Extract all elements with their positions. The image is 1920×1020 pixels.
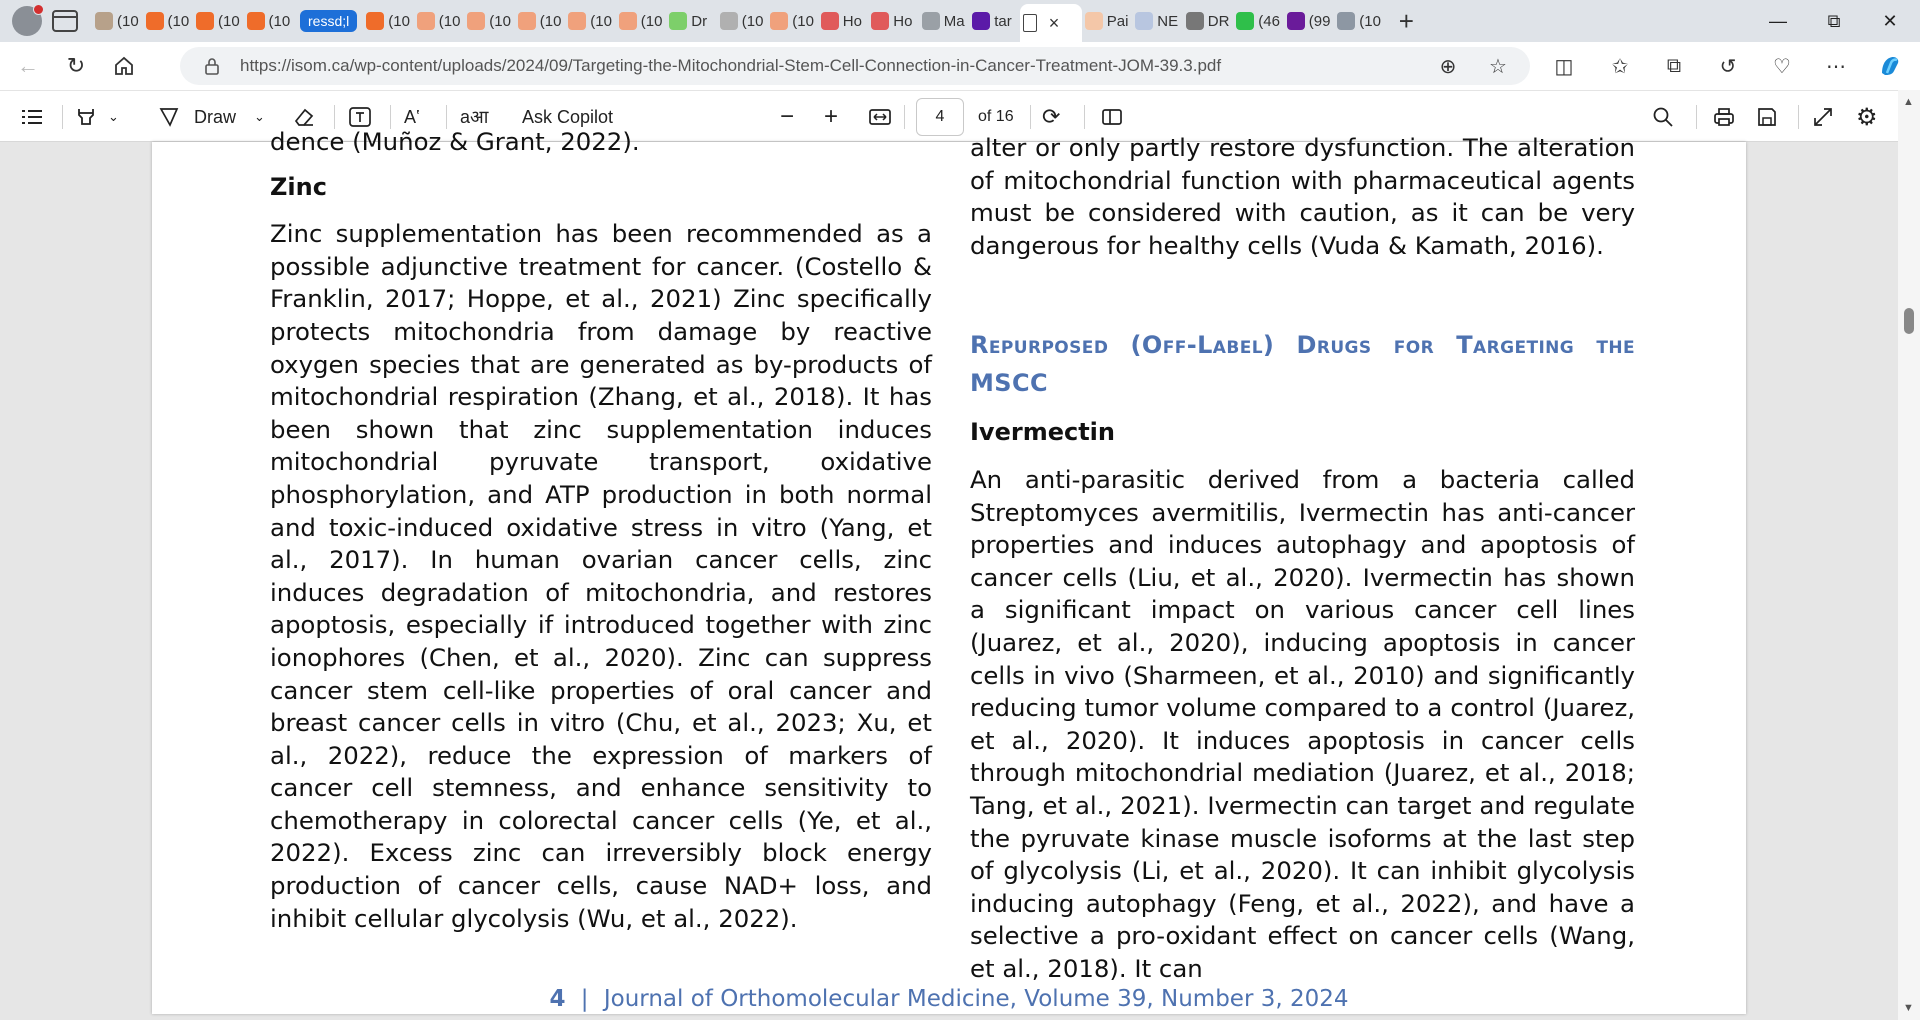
tab-label: DR [1207, 12, 1230, 30]
tab-label: Dr [691, 12, 708, 30]
favorites-icon[interactable]: ✩ [1611, 55, 1629, 78]
browser-tab[interactable] [515, 4, 566, 38]
print-button[interactable] [1712, 91, 1736, 143]
browser-tab[interactable] [565, 4, 616, 38]
more-menu-icon[interactable]: ⋯ [1826, 55, 1846, 78]
favicon-icon [922, 12, 940, 30]
tab-label: (10 [640, 12, 663, 30]
favicon-icon [1023, 14, 1037, 32]
draw-button[interactable] [158, 91, 265, 143]
tab-label: (10 [117, 12, 139, 30]
favicon-icon [1085, 12, 1103, 30]
browser-tab[interactable] [919, 4, 970, 38]
favicon-icon [417, 12, 435, 30]
tab-label: (10 [218, 12, 240, 30]
tab-strip [0, 0, 1920, 42]
tab-label: ressd;l [300, 10, 357, 32]
scroll-thumb[interactable] [1904, 308, 1914, 334]
favicon-icon [1186, 12, 1204, 30]
favorite-star-icon[interactable]: ☆ [1489, 55, 1507, 78]
history-icon[interactable]: ↺ [1719, 55, 1737, 78]
split-screen-icon[interactable]: ◫ [1554, 55, 1574, 78]
favicon-icon [95, 12, 113, 30]
tab-label: (10 [741, 12, 764, 30]
close-window-icon[interactable]: ✕ [1882, 10, 1898, 31]
footer-journal: Journal of Orthomolecular Medicine, Volume 39, Number 3, 2024 [603, 986, 1349, 1012]
print-icon [1712, 106, 1736, 128]
fullscreen-button[interactable] [1812, 91, 1834, 143]
browser-tab[interactable] [1233, 4, 1284, 38]
zoom-icon[interactable]: ⊕ [1439, 55, 1457, 78]
ivermectin-paragraph: An anti-parasitic derived from a bacteria called Streptomyces avermitilis, Ivermectin has anti-cancer properties and induces autophagy and apoptosis of cancer cells (Liu, et al., 2020). Ivermectin has shown a significant impact on various cancer cell lines (Juarez, et al., 2020), inducing apoptosis in cancer cells in vivo (Sharmeen, et al., 2010) and significantly reducing tumor volume compared to a control (Juarez, et al., 2020). It induces apoptosis in cancer cells through mitochondrial mediation (Juarez, et al., 2018; Tang, et al., 2021). Ivermectin can target and regulate the pyruvate kinase muscle isoforms at the last step of glycolysis (Li, et al., 2020). It can inhibit glycolysis inducing autophagy (Feng, et al., 2022), and have a selective a pro-oxidant effect on cancer cells (Wang, et al., 2018). It can [970, 464, 1635, 983]
chevron-down-icon[interactable]: ⌄ [254, 109, 265, 124]
favicon-icon [720, 12, 738, 30]
browser-tab[interactable] [294, 4, 363, 38]
tab-label: NE [1157, 12, 1179, 30]
page-total-label: of 16 [978, 108, 1014, 125]
browser-tab[interactable] [1284, 4, 1335, 38]
lock-icon[interactable] [204, 56, 220, 76]
vertical-scrollbar[interactable] [1898, 90, 1920, 1020]
tab-label: tar [994, 12, 1012, 30]
browser-tab[interactable] [193, 4, 244, 38]
tab-label: Ho [893, 12, 913, 30]
tab-label: (10 [792, 12, 814, 30]
copilot-icon[interactable] [1870, 46, 1910, 86]
zinc-heading: Zinc [270, 172, 327, 201]
left-column [270, 126, 932, 935]
tab-label: Ma [943, 12, 965, 30]
highlight-button[interactable] [74, 91, 119, 143]
gear-icon: ⚙ [1856, 103, 1878, 131]
scroll-down-icon[interactable]: ▼ [1903, 1002, 1914, 1014]
zinc-paragraph: Zinc supplementation has been recommended as a possible adjunctive treatment for cancer. (Costello & Franklin, 2017; Hoppe, et al., 2021) Zinc specifically protects mitochondria from damage by reactive oxygen species that are generated as by-products of mitochondrial respiration (Zhang, et al., 2018). It has been shown that zinc supplementation induces mitochondrial pyruvate transport, oxidative phosphorylation, and ATP production in both normal and toxic-induced oxidative stress in vitro (Yang, et al., 2017). In human ovarian cancer cells, zinc induces degradation of mitochondria, and restores apoptosis, especially if introduced together with zinc ionophores (Chen, et al., 2020). Zinc can suppress cancer stem cell-like properties of oral cancer and breast cancer cells in vitro (Chu, et al., 2023; Xu, et al., 2022), reduce the expression of markers of cancer cell stemness, and enhance sensitivity to chemotherapy in colorectal cancer cells (Ye, et al., 2022). Excess zinc can irreversibly block energy production of cancer cells, cause NAD+ loss, and inhibit cellular glycolysis (Wu, et al., 2022). [270, 219, 932, 933]
tab-label: (10 [438, 12, 461, 30]
tab-label: (46 [1258, 12, 1280, 30]
tab-label: (10 [167, 12, 190, 30]
favicon-icon [366, 12, 384, 30]
scroll-up-icon[interactable]: ▲ [1903, 96, 1914, 108]
right-column [970, 132, 1635, 985]
favicon-icon [196, 12, 214, 30]
browser-tab[interactable] [1334, 4, 1385, 38]
favicon-icon [518, 12, 536, 30]
ivermectin-heading: Ivermectin [970, 418, 1115, 447]
pdf-viewer[interactable] [0, 127, 1920, 1020]
favicon-icon [1236, 12, 1254, 30]
favicon-icon [972, 12, 990, 30]
tab-label: (10 [388, 12, 410, 30]
section-heading: Repurposed (Off-Label) Drugs for Targeting the MSCC [970, 331, 1635, 398]
favicon-icon [247, 12, 265, 30]
home-button[interactable] [104, 46, 144, 86]
browser-tab[interactable] [1082, 4, 1133, 38]
favicon-icon [1135, 12, 1153, 30]
ask-copilot-label: Ask Copilot [522, 106, 614, 127]
tab-label: Ho [842, 12, 862, 30]
page-footer [152, 986, 1746, 1012]
left-top-fragment: dence (Muñoz & Grant, 2022). [270, 127, 640, 156]
read-aloud-icon: A‛ [404, 106, 421, 127]
home-icon [113, 55, 135, 77]
browser-tab[interactable] [244, 4, 295, 38]
save-button[interactable] [1756, 91, 1778, 143]
browser-tab[interactable] [92, 4, 143, 38]
tab-label: Pai [1106, 12, 1129, 30]
footer-separator: | [580, 986, 589, 1012]
refresh-button[interactable]: ↻ [66, 53, 86, 78]
favicon-icon [871, 12, 889, 30]
navigation-bar [0, 42, 1920, 90]
restore-icon[interactable]: ⧉ [1827, 10, 1841, 31]
browser-tab[interactable] [616, 4, 667, 38]
browser-tab[interactable] [717, 4, 768, 38]
favicon-icon [770, 12, 788, 30]
browser-tab[interactable] [818, 4, 869, 38]
settings-button[interactable] [1856, 91, 1878, 143]
table-of-contents-icon [20, 107, 44, 127]
tab-label: (99 [1308, 12, 1331, 30]
tab-list [92, 0, 1385, 42]
browser-tab[interactable] [868, 4, 919, 38]
tab-label: (10 [1359, 12, 1381, 30]
page-view-icon [1100, 107, 1124, 127]
tab-label: (10 [539, 12, 562, 30]
translate-icon: aआ [460, 107, 489, 127]
draw-label: Draw [194, 106, 237, 127]
tab-label: (10 [489, 12, 511, 30]
favicon-icon [669, 12, 687, 30]
browser-tab[interactable] [767, 4, 818, 38]
plus-icon: + [824, 103, 839, 130]
favicon-icon [1287, 12, 1305, 30]
highlighter-icon [74, 105, 98, 129]
minimize-icon[interactable]: — [1769, 10, 1787, 31]
eraser-icon [292, 106, 316, 128]
close-tab-icon[interactable]: × [1048, 12, 1060, 33]
browser-tab[interactable] [1132, 4, 1183, 38]
pdf-page [152, 127, 1746, 1014]
rotate-icon: ⟳ [1042, 104, 1061, 129]
expand-icon [1812, 106, 1834, 128]
tab-label: (10 [268, 12, 291, 30]
browser-tab[interactable] [143, 4, 194, 38]
tab-label: (10 [590, 12, 612, 30]
search-button[interactable] [1652, 91, 1674, 143]
new-tab-button[interactable]: + [1398, 5, 1414, 36]
text-box-icon [348, 106, 372, 128]
favicon-icon [619, 12, 637, 30]
tab-active[interactable] [1020, 4, 1082, 42]
address-bar[interactable] [180, 47, 1530, 85]
favicon-icon [146, 12, 164, 30]
favicon-icon [467, 12, 485, 30]
browser-tab[interactable] [464, 4, 515, 38]
tab-actions-icon[interactable] [52, 10, 78, 32]
collections-icon[interactable]: ⧉ [1666, 54, 1682, 77]
browser-tab[interactable] [969, 4, 1020, 38]
back-button[interactable]: ← [17, 53, 39, 78]
profile-avatar[interactable] [12, 6, 42, 36]
minus-icon: − [780, 103, 795, 130]
url-text: https://isom.ca/wp-content/uploads/2024/09/Targeting-the-Mitochondrial-Stem-Cell-Connection-in-Cancer-Treatment-JOM-39.3.pdf [240, 56, 1222, 75]
browser-tab[interactable] [1183, 4, 1234, 38]
favicon-icon [1337, 12, 1355, 30]
fit-width-icon [868, 107, 892, 127]
search-icon [1652, 106, 1674, 128]
right-top-paragraph: alter or only partly restore dysfunction. The alteration of mitochondrial function with pharmaceutical agents must be considered with caution, as it can be very dangerous for healthy cells (Vuda & Kamath, 2016). [970, 133, 1635, 260]
contents-button[interactable] [20, 91, 44, 143]
footer-page-number: 4 [549, 986, 566, 1012]
chevron-down-icon[interactable]: ⌄ [108, 109, 119, 124]
favicon-icon [568, 12, 586, 30]
save-icon [1756, 106, 1778, 128]
browser-tab[interactable] [363, 4, 414, 38]
browser-tab[interactable] [414, 4, 465, 38]
browser-tab[interactable] [666, 4, 717, 38]
favicon-icon [821, 12, 839, 30]
pen-icon [158, 106, 180, 128]
browser-essentials-icon[interactable]: ♡ [1773, 55, 1791, 78]
